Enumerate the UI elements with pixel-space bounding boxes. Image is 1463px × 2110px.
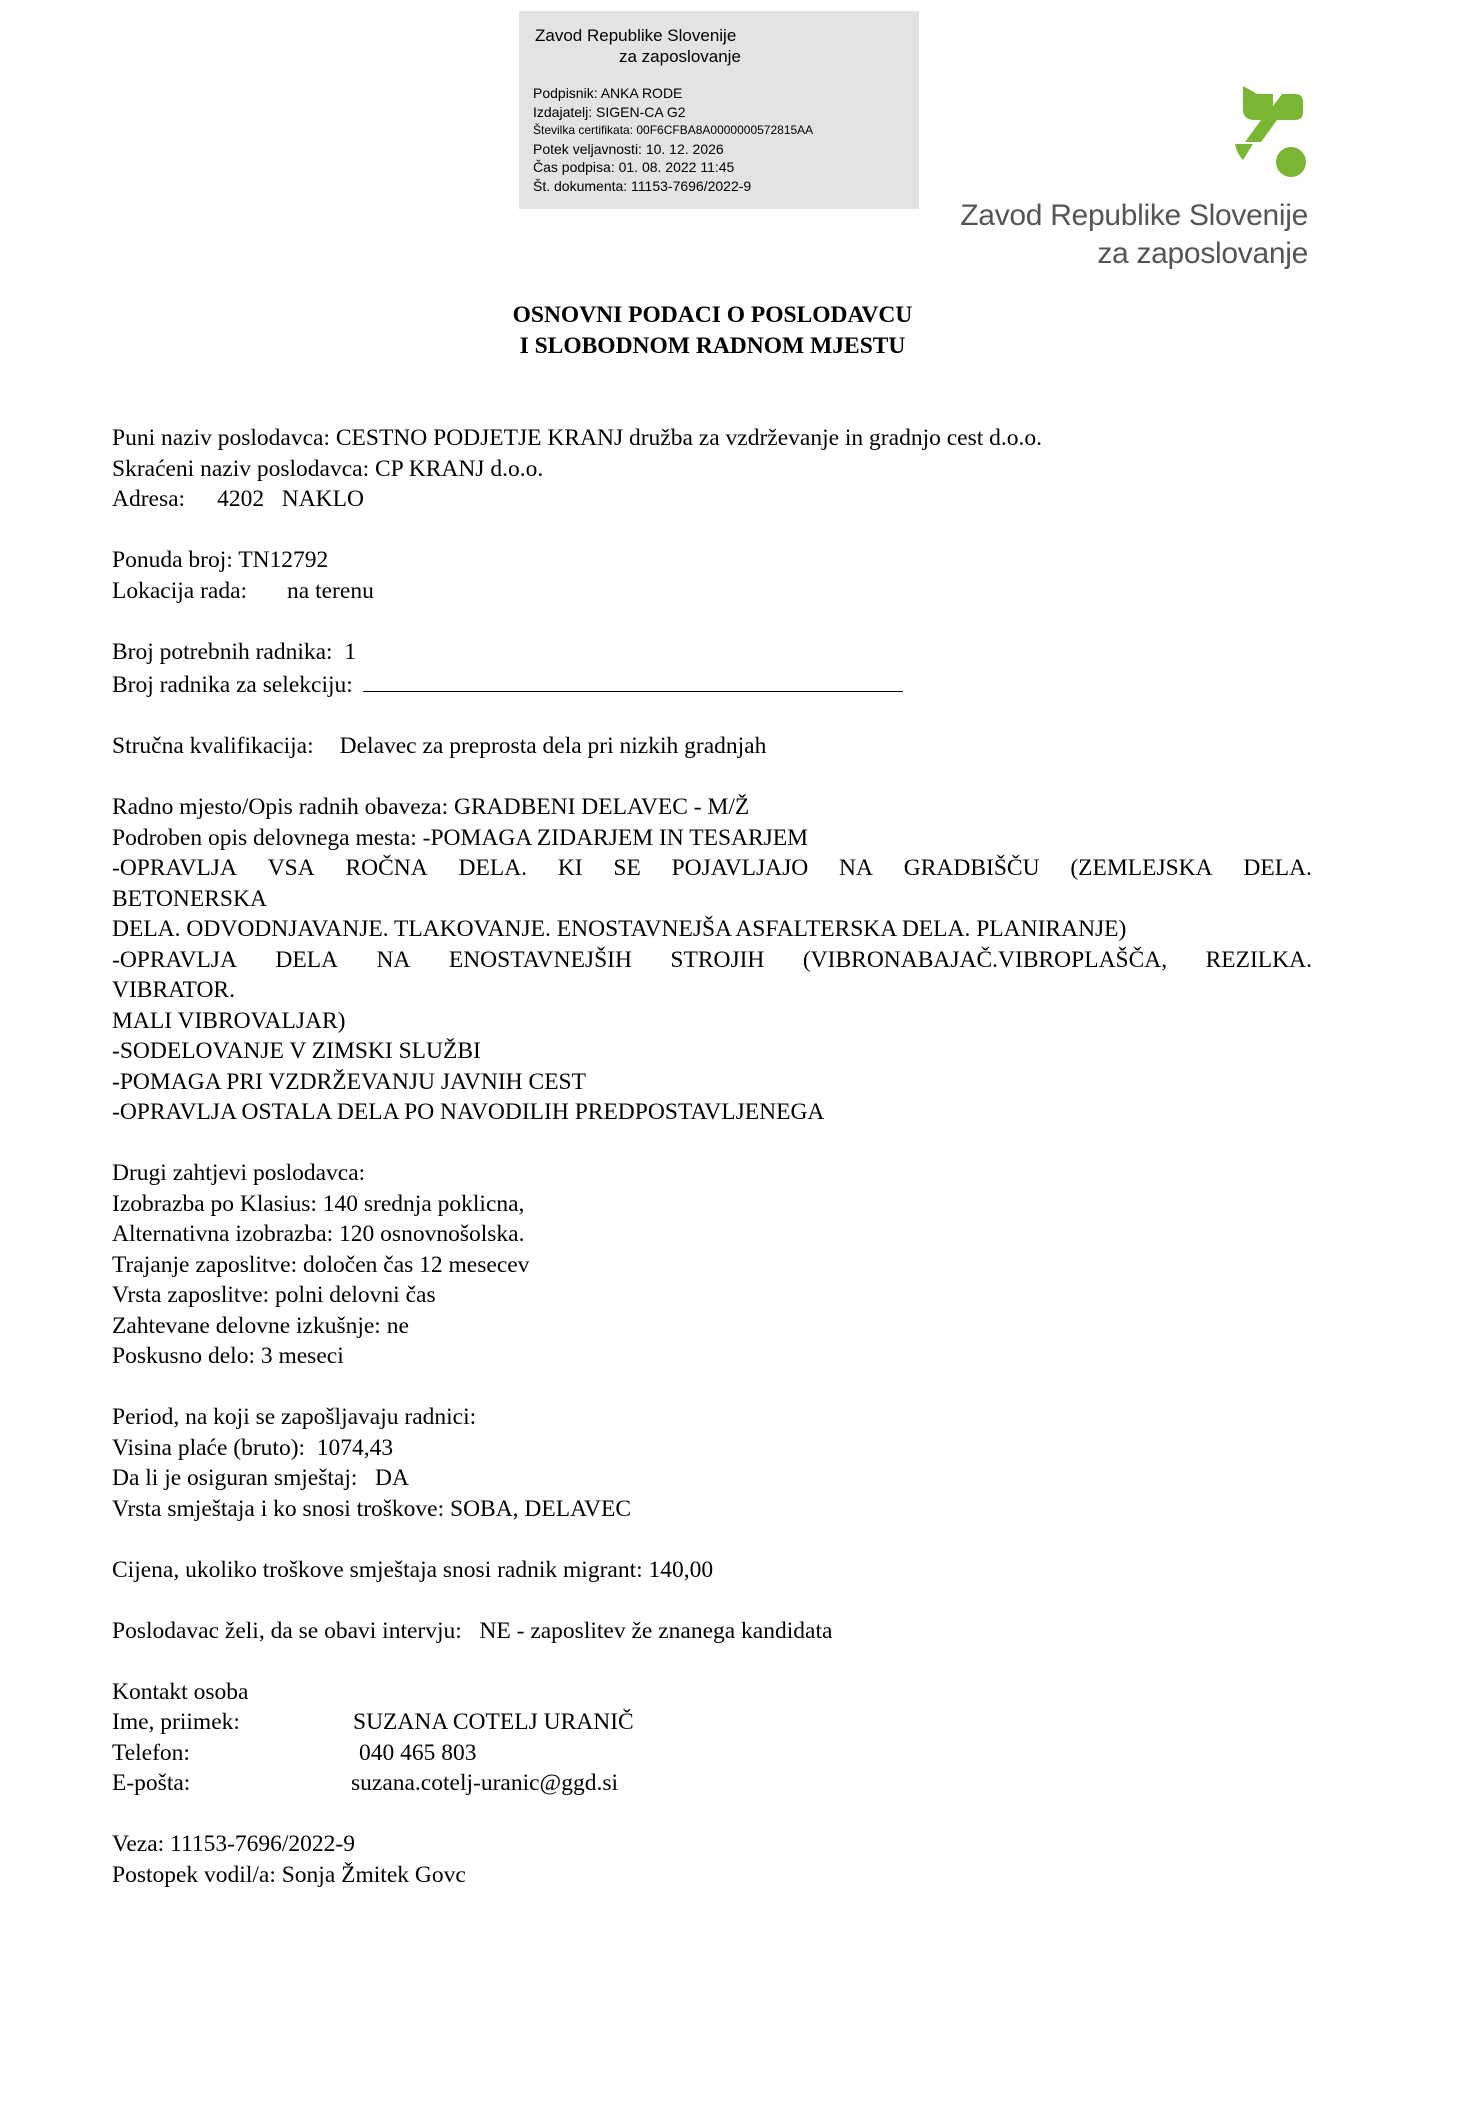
contact-email-label: E-pošta: [112, 1770, 191, 1796]
requirement-trial: Poskusno delo: 3 meseci [112, 1343, 344, 1369]
word: SE [613, 855, 641, 881]
title-line1: OSNOVNI PODACI O POSLODAVCU [512, 302, 913, 328]
logo-text-line1: Zavod Republike Slovenije [960, 199, 1308, 232]
work-location [112, 576, 1312, 607]
offer-number: Ponuda broj: TN12792 [112, 547, 329, 573]
requirement-alt-education: Alternativna izobrazba: 120 osnovnošolska. [112, 1221, 525, 1247]
word: NA [376, 946, 411, 973]
contact-phone-label: Telefon: [112, 1739, 190, 1766]
logo-text-line2: za zaposlovanje [1097, 237, 1308, 270]
word: POJAVLJAJO [671, 855, 809, 881]
stamp-signed-at: Čas podpisa: 01. 08. 2022 11:45 [533, 159, 735, 175]
selection-label: Broj radnika za selekciju: [112, 672, 353, 698]
stamp-validity: Potek veljavnosti: 10. 12. 2026 [533, 140, 724, 157]
location-value: na terenu [287, 577, 374, 604]
contact-name-label: Ime, priimek: [112, 1709, 240, 1735]
digital-signature-stamp [519, 11, 919, 209]
word: (VIBRONABAJAČ.VIBROPLAŠČA, [802, 946, 1168, 973]
word: (ZEMLEJSKA [1070, 855, 1213, 881]
job-description-line3 [112, 945, 1312, 976]
document-title [0, 300, 1425, 362]
job-description-line1b: BETONERSKA [112, 885, 267, 912]
qualification-label: Stručna kvalifikacija: [112, 733, 314, 759]
stamp-signer: Podpisnik: ANKA RODE [533, 85, 683, 101]
requirement-experience: Zahtevane delovne izkušnje: ne [112, 1312, 409, 1339]
logo-wordmark [960, 197, 1308, 273]
contact-email [112, 1768, 1312, 1799]
zrss-logo-icon [1233, 84, 1309, 178]
employer-full-name: Puni naziv poslodavca: CESTNO PODJETJE KRANJ družba za vzdrževanje in gradnjo cest d.o.o. [112, 425, 1043, 451]
employer-address [112, 484, 1312, 515]
word: STROJIH [670, 946, 765, 973]
contact-phone-value: 040 465 803 [359, 1739, 477, 1766]
requirement-type: Vrsta zaposlitve: polni delovni čas [112, 1282, 436, 1308]
terms-period: Period, na koji se zapošljavaju radnici: [112, 1404, 477, 1430]
qualification-value: Delavec za preprosta dela pri nizkih gradnjah [339, 733, 767, 759]
word: DELA [275, 946, 339, 973]
workers-needed: Broj potrebnih radnika: 1 [112, 638, 357, 665]
selection-blank-line [363, 667, 903, 692]
location-label: Lokacija rada: [112, 577, 248, 604]
job-description-line2: DELA. ODVODNJAVANJE. TLAKOVANJE. ENOSTAVNEJŠA ASFALTERSKA DELA. PLANIRANJE) [112, 916, 1127, 942]
job-description-line6: -POMAGA PRI VZDRŽEVANJU JAVNIH CEST [112, 1068, 586, 1095]
word: VSA [267, 855, 315, 881]
address-label: Adresa: [112, 486, 186, 512]
requirement-education: Izobrazba po Klasius: 140 srednja poklicna, [112, 1190, 525, 1217]
word: DELA. [458, 855, 528, 881]
word: REZILKA. [1205, 946, 1312, 973]
word: -OPRAVLJA [112, 855, 237, 881]
workers-selection [112, 667, 1312, 701]
employer-short-name: Skraćeni naziv poslodavca: CP KRANJ d.o.o. [112, 455, 544, 482]
stamp-org-line2: za zaposlovanje [619, 47, 741, 66]
terms-interview: Poslodavac želi, da se obavi intervju: NE - zaposlitev že znanega kandidata [112, 1617, 833, 1644]
job-description-line4: MALI VIBROVALJAR) [112, 1007, 346, 1034]
footer-reference: Veza: 11153-7696/2022-9 [112, 1831, 355, 1857]
document-body [112, 423, 1312, 1890]
word: NA [839, 855, 873, 881]
contact-phone [112, 1738, 1312, 1769]
address-value: 4202 NAKLO [217, 486, 364, 512]
job-description-line1 [112, 853, 1312, 884]
word: GRADBIŠČU [903, 855, 1040, 881]
word: DELA. [1243, 855, 1312, 881]
contact-heading: Kontakt osoba [112, 1678, 249, 1705]
job-description-line3b: VIBRATOR. [112, 977, 235, 1003]
contact-email-value[interactable]: suzana.cotelj-uranic@ggd.si [351, 1770, 618, 1796]
stamp-org-line1: Zavod Republike Slovenije [535, 26, 737, 45]
terms-accommodation-type: Vrsta smještaja i ko snosi troškove: SOBA, DELAVEC [112, 1495, 632, 1522]
word: KI [557, 855, 583, 881]
word: ENOSTAVNEJŠIH [448, 946, 632, 973]
stamp-issuer: Izdajatelj: SIGEN-CA G2 [533, 103, 686, 120]
contact-name-value: SUZANA COTELJ URANIČ [353, 1709, 634, 1735]
requirements-heading: Drugi zahtjevi poslodavca: [112, 1160, 366, 1186]
footer-handled-by: Postopek vodil/a: Sonja Žmitek Govc [112, 1861, 466, 1888]
job-description-intro: Podroben opis delovnega mesta: -POMAGA ZIDARJEM IN TESARJEM [112, 824, 809, 851]
terms-salary: Visina plaće (bruto): 1074,43 [112, 1434, 394, 1461]
job-title: Radno mjesto/Opis radnih obaveza: GRADBENI DELAVEC - M/Ž [112, 794, 750, 820]
stamp-certificate: Številka certifikata: 00F6CFBA8A0000000572815AA [533, 123, 814, 137]
job-description-line7: -OPRAVLJA OSTALA DELA PO NAVODILIH PREDPOSTAVLJENEGA [112, 1099, 825, 1125]
terms-accommodation: Da li je osiguran smještaj: DA [112, 1465, 409, 1491]
word: -OPRAVLJA [112, 946, 237, 973]
terms-migrant-cost: Cijena, ukoliko troškove smještaja snosi radnik migrant: 140,00 [112, 1556, 714, 1583]
requirement-duration: Trajanje zaposlitve: določen čas 12 mesecev [112, 1251, 530, 1278]
stamp-document-number: Št. dokumenta: 11153-7696/2022-9 [533, 177, 752, 194]
job-description-line5: -SODELOVANJE V ZIMSKI SLUŽBI [112, 1038, 481, 1064]
qualification [112, 731, 1312, 762]
word: ROČNA [345, 855, 428, 881]
stamp-metadata [533, 84, 813, 195]
title-line2: I SLOBODNOM RADNOM MJESTU [519, 333, 906, 359]
contact-name [112, 1707, 1312, 1738]
